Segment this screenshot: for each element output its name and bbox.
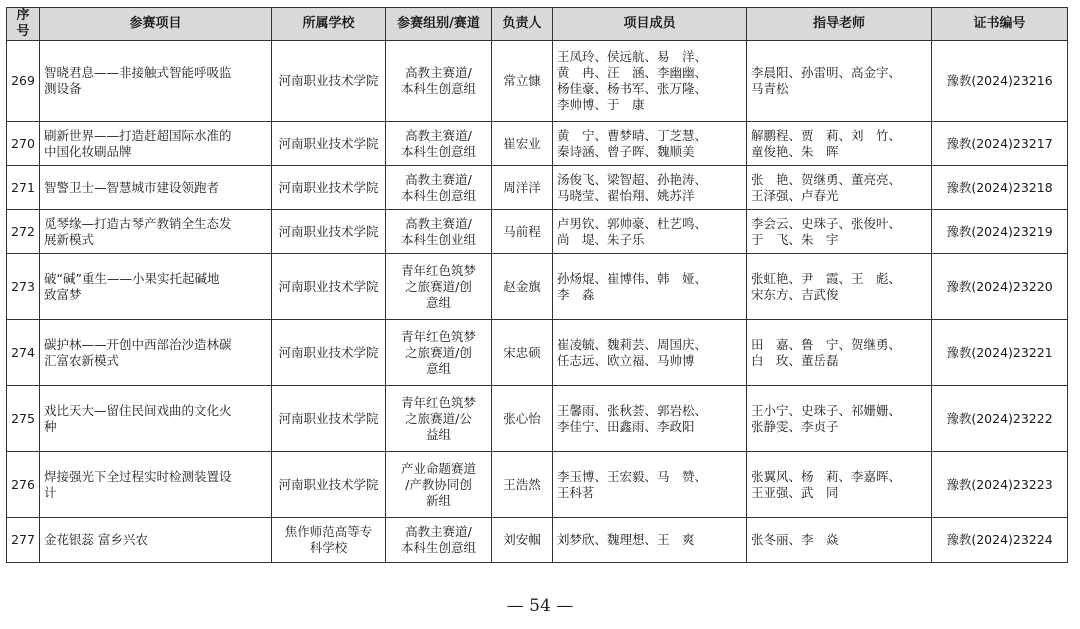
row-number: 277 <box>7 518 40 563</box>
teachers-list <box>747 518 932 563</box>
members-list <box>553 254 747 320</box>
leader-name: 马前程 <box>492 210 553 254</box>
group-track-line: 益组 <box>425 426 451 442</box>
certificate-number: 豫教(2024)23220 <box>932 254 1068 320</box>
table-row <box>7 320 1068 386</box>
members-list-line: 李玉博、王宏毅、马 赞、 <box>557 468 708 484</box>
group-track-line: 之旅赛道/创 <box>405 278 472 294</box>
group-track <box>386 254 492 320</box>
members-list-line: 马晓莹、翟怡翔、姚苏洋 <box>557 187 695 203</box>
group-track <box>386 452 492 518</box>
group-track <box>386 518 492 563</box>
school-name <box>272 166 386 210</box>
school-name <box>272 518 386 563</box>
teachers-list-line: 白 玫、董岳磊 <box>751 352 839 368</box>
table-row <box>7 452 1068 518</box>
school-name-line: 河南职业技术学院 <box>278 73 379 88</box>
school-name-line: 河南职业技术学院 <box>278 135 379 151</box>
project-name-line: 破“碱”重生——小果实托起碱地 <box>44 270 220 286</box>
table-row <box>7 254 1068 320</box>
project-name <box>40 122 272 166</box>
project-name-line: 测设备 <box>44 81 82 96</box>
group-track <box>386 41 492 122</box>
awards-table <box>6 7 1068 563</box>
project-name-line: 计 <box>44 484 57 500</box>
group-track <box>386 122 492 166</box>
group-track-line: 之旅赛道/公 <box>405 410 472 426</box>
table-row <box>7 166 1068 210</box>
header-cell-project: 参赛项目 <box>40 8 272 41</box>
members-list <box>553 41 747 122</box>
header-cell-group: 参赛组别/赛道 <box>386 8 492 41</box>
members-list-line: 卢男钦、郭帅豪、杜艺鸣、 <box>557 215 708 231</box>
row-number: 272 <box>7 210 40 254</box>
school-name-line: 河南职业技术学院 <box>278 476 379 492</box>
school-name-line: 焦作师范高等专 <box>284 524 373 539</box>
members-list <box>553 122 747 166</box>
members-list-line: 李佳宁、田鑫雨、李政阳 <box>557 418 695 434</box>
leader-name: 王浩然 <box>492 452 553 518</box>
members-list <box>553 166 747 210</box>
teachers-list <box>747 386 932 452</box>
teachers-list <box>747 41 932 122</box>
certificate-number: 豫教(2024)23224 <box>932 518 1068 563</box>
teachers-list <box>747 254 932 320</box>
teachers-list <box>747 122 932 166</box>
members-list-line: 任志远、欧立福、马帅博 <box>557 352 695 368</box>
members-list-line: 李 淼 <box>557 286 595 302</box>
school-name-line: 科学校 <box>309 540 348 555</box>
teachers-list-line: 张翼风、杨 莉、李嘉晖、 <box>751 468 902 484</box>
group-track-line: 本科生创意组 <box>400 81 476 96</box>
school-name-line: 河南职业技术学院 <box>278 410 379 426</box>
teachers-list-line: 解鹏程、贾 莉、刘 竹、 <box>751 127 902 143</box>
teachers-list-line: 张虹艳、尹 霞、王 彪、 <box>751 270 902 286</box>
school-name <box>272 452 386 518</box>
certificate-number: 豫教(2024)23218 <box>932 166 1068 210</box>
table-row <box>7 41 1068 122</box>
group-track <box>386 210 492 254</box>
table-row <box>7 518 1068 563</box>
table-row <box>7 210 1068 254</box>
project-name-line: 焊接强光下全过程实时检测装置设 <box>44 468 232 484</box>
table-header-row <box>7 8 1068 41</box>
project-name <box>40 41 272 122</box>
members-list <box>553 518 747 563</box>
certificate-number: 豫教(2024)23219 <box>932 210 1068 254</box>
teachers-list <box>747 320 932 386</box>
row-number: 270 <box>7 122 40 166</box>
project-name-line: 觅琴缘—打造古琴产教销全生态发 <box>44 215 232 231</box>
group-track-line: 本科生创意组 <box>400 187 476 203</box>
members-list-line: 汤俊飞、梁智超、孙艳涛、 <box>557 171 708 187</box>
members-list-line: 刘梦欣、魏理想、王 爽 <box>557 532 695 547</box>
group-track-line: 青年红色筑梦 <box>400 394 476 410</box>
project-name-line: 中国化妆刷品牌 <box>44 143 132 159</box>
project-name <box>40 320 272 386</box>
members-list-line: 秦诗涵、曾子晖、魏顺美 <box>557 143 695 159</box>
school-name-line: 河南职业技术学院 <box>278 179 379 195</box>
school-name <box>272 122 386 166</box>
group-track-line: 意组 <box>425 294 451 310</box>
teachers-list-line: 田 嘉、鲁 宁、贺继勇、 <box>751 336 902 352</box>
teachers-list-line: 童俊艳、朱 晖 <box>751 143 839 159</box>
project-name <box>40 386 272 452</box>
project-name-line: 金花银蕊 富乡兴农 <box>44 532 148 547</box>
project-name-line: 致富梦 <box>44 286 82 302</box>
row-number: 269 <box>7 41 40 122</box>
header-cell-teachers: 指导老师 <box>747 8 932 41</box>
group-track-line: /产教协同创 <box>405 476 472 492</box>
teachers-list-line: 张 艳、贺继勇、董亮亮、 <box>751 171 902 187</box>
certificate-number: 豫教(2024)23221 <box>932 320 1068 386</box>
teachers-list-line: 王泽强、卢春光 <box>751 187 839 203</box>
project-name-line: 戏比天大—留住民间戏曲的文化火 <box>44 402 232 418</box>
group-track <box>386 166 492 210</box>
group-track <box>386 386 492 452</box>
teachers-list-line: 马青松 <box>751 81 789 96</box>
group-track-line: 本科生创业组 <box>400 231 476 247</box>
teachers-list-line: 李会云、史珠子、张俊叶、 <box>751 215 902 231</box>
members-list <box>553 320 747 386</box>
teachers-list <box>747 452 932 518</box>
leader-name: 刘安帼 <box>492 518 553 563</box>
header-cell-leader: 负责人 <box>492 8 553 41</box>
group-track-line: 高教主赛道/ <box>405 171 472 187</box>
row-number: 274 <box>7 320 40 386</box>
members-list-line: 王馨雨、张秋荟、郭岩松、 <box>557 402 708 418</box>
teachers-list <box>747 166 932 210</box>
certificate-number: 豫教(2024)23222 <box>932 386 1068 452</box>
project-name <box>40 452 272 518</box>
school-name <box>272 386 386 452</box>
members-list-line: 尚 堤、朱子乐 <box>557 231 645 247</box>
leader-name: 宋忠硕 <box>492 320 553 386</box>
leader-name: 张心怡 <box>492 386 553 452</box>
certificate-number: 豫教(2024)23223 <box>932 452 1068 518</box>
group-track-line: 产业命题赛道 <box>400 460 476 476</box>
group-track-line: 本科生创意组 <box>400 143 476 159</box>
certificate-number: 豫教(2024)23216 <box>932 41 1068 122</box>
group-track <box>386 320 492 386</box>
group-track-line: 意组 <box>425 360 451 376</box>
teachers-list-line: 宋东方、吉武俊 <box>751 286 839 302</box>
leader-name: 周洋洋 <box>492 166 553 210</box>
members-list <box>553 210 747 254</box>
members-list-line: 黄 宁、曹梦晴、丁芝慧、 <box>557 127 708 143</box>
project-name <box>40 210 272 254</box>
project-name-line: 种 <box>44 418 57 434</box>
teachers-list-line: 张静雯、李贞子 <box>751 418 839 434</box>
school-name <box>272 210 386 254</box>
members-list-line: 孙炀焜、崔博伟、韩 娅、 <box>557 270 708 286</box>
leader-name: 崔宏业 <box>492 122 553 166</box>
table-row <box>7 122 1068 166</box>
teachers-list-line: 张冬丽、李 焱 <box>751 532 839 547</box>
group-track-line: 之旅赛道/创 <box>405 344 472 360</box>
project-name-line: 碳护林——开创中西部治沙造林碳 <box>44 336 232 352</box>
project-name <box>40 166 272 210</box>
school-name-line: 河南职业技术学院 <box>278 278 379 294</box>
members-list-line: 黄 冉、汪 涵、李幽幽、 <box>557 65 708 80</box>
members-list-line: 王凤玲、侯远航、易 洋、 <box>557 49 708 64</box>
teachers-list-line: 王小宁、史珠子、祁姗姗、 <box>751 402 902 418</box>
leader-name: 赵金旗 <box>492 254 553 320</box>
group-track-line: 新组 <box>425 492 451 508</box>
page-number: — 54 — <box>506 596 574 616</box>
project-name <box>40 254 272 320</box>
group-track-line: 高教主赛道/ <box>405 127 472 143</box>
group-track-line: 本科生创意组 <box>400 540 476 555</box>
school-name <box>272 320 386 386</box>
header-cell-school: 所属学校 <box>272 8 386 41</box>
row-number: 273 <box>7 254 40 320</box>
row-number: 275 <box>7 386 40 452</box>
teachers-list-line: 李晨阳、孙雷明、高金宇、 <box>751 65 902 80</box>
members-list-line: 崔凌毓、魏莉芸、周国庆、 <box>557 336 708 352</box>
project-name-line: 刷新世界——打造赶超国际水准的 <box>44 127 232 143</box>
members-list-line: 李帅博、于 康 <box>557 97 645 112</box>
row-number: 271 <box>7 166 40 210</box>
leader-name: 常立慷 <box>492 41 553 122</box>
members-list-line: 杨佳豪、杨书军、张万隆、 <box>557 81 708 96</box>
project-name-line: 智晓君息——非接触式智能呼吸监 <box>44 65 232 80</box>
header-cell-members: 项目成员 <box>553 8 747 41</box>
project-name <box>40 518 272 563</box>
header-cell-cert: 证书编号 <box>932 8 1068 41</box>
group-track-line: 高教主赛道/ <box>405 65 472 80</box>
members-list-line: 王科茗 <box>557 484 595 500</box>
table-row <box>7 386 1068 452</box>
school-name <box>272 254 386 320</box>
project-name-line: 展新模式 <box>44 231 95 247</box>
project-name-line: 汇富农新模式 <box>44 352 120 368</box>
teachers-list-line: 王亚强、武 同 <box>751 484 839 500</box>
school-name-line: 河南职业技术学院 <box>278 223 379 239</box>
school-name <box>272 41 386 122</box>
table-body <box>7 41 1068 563</box>
members-list <box>553 452 747 518</box>
header-cell-no: 序号 <box>7 8 40 41</box>
group-track-line: 高教主赛道/ <box>405 215 472 231</box>
certificate-number: 豫教(2024)23217 <box>932 122 1068 166</box>
school-name-line: 河南职业技术学院 <box>278 344 379 360</box>
project-name-line: 智警卫士—智慧城市建设领跑者 <box>44 179 220 195</box>
members-list <box>553 386 747 452</box>
teachers-list <box>747 210 932 254</box>
group-track-line: 青年红色筑梦 <box>400 262 476 278</box>
teachers-list-line: 于 飞、朱 宇 <box>751 231 839 247</box>
group-track-line: 高教主赛道/ <box>405 524 472 539</box>
group-track-line: 青年红色筑梦 <box>400 328 476 344</box>
row-number: 276 <box>7 452 40 518</box>
